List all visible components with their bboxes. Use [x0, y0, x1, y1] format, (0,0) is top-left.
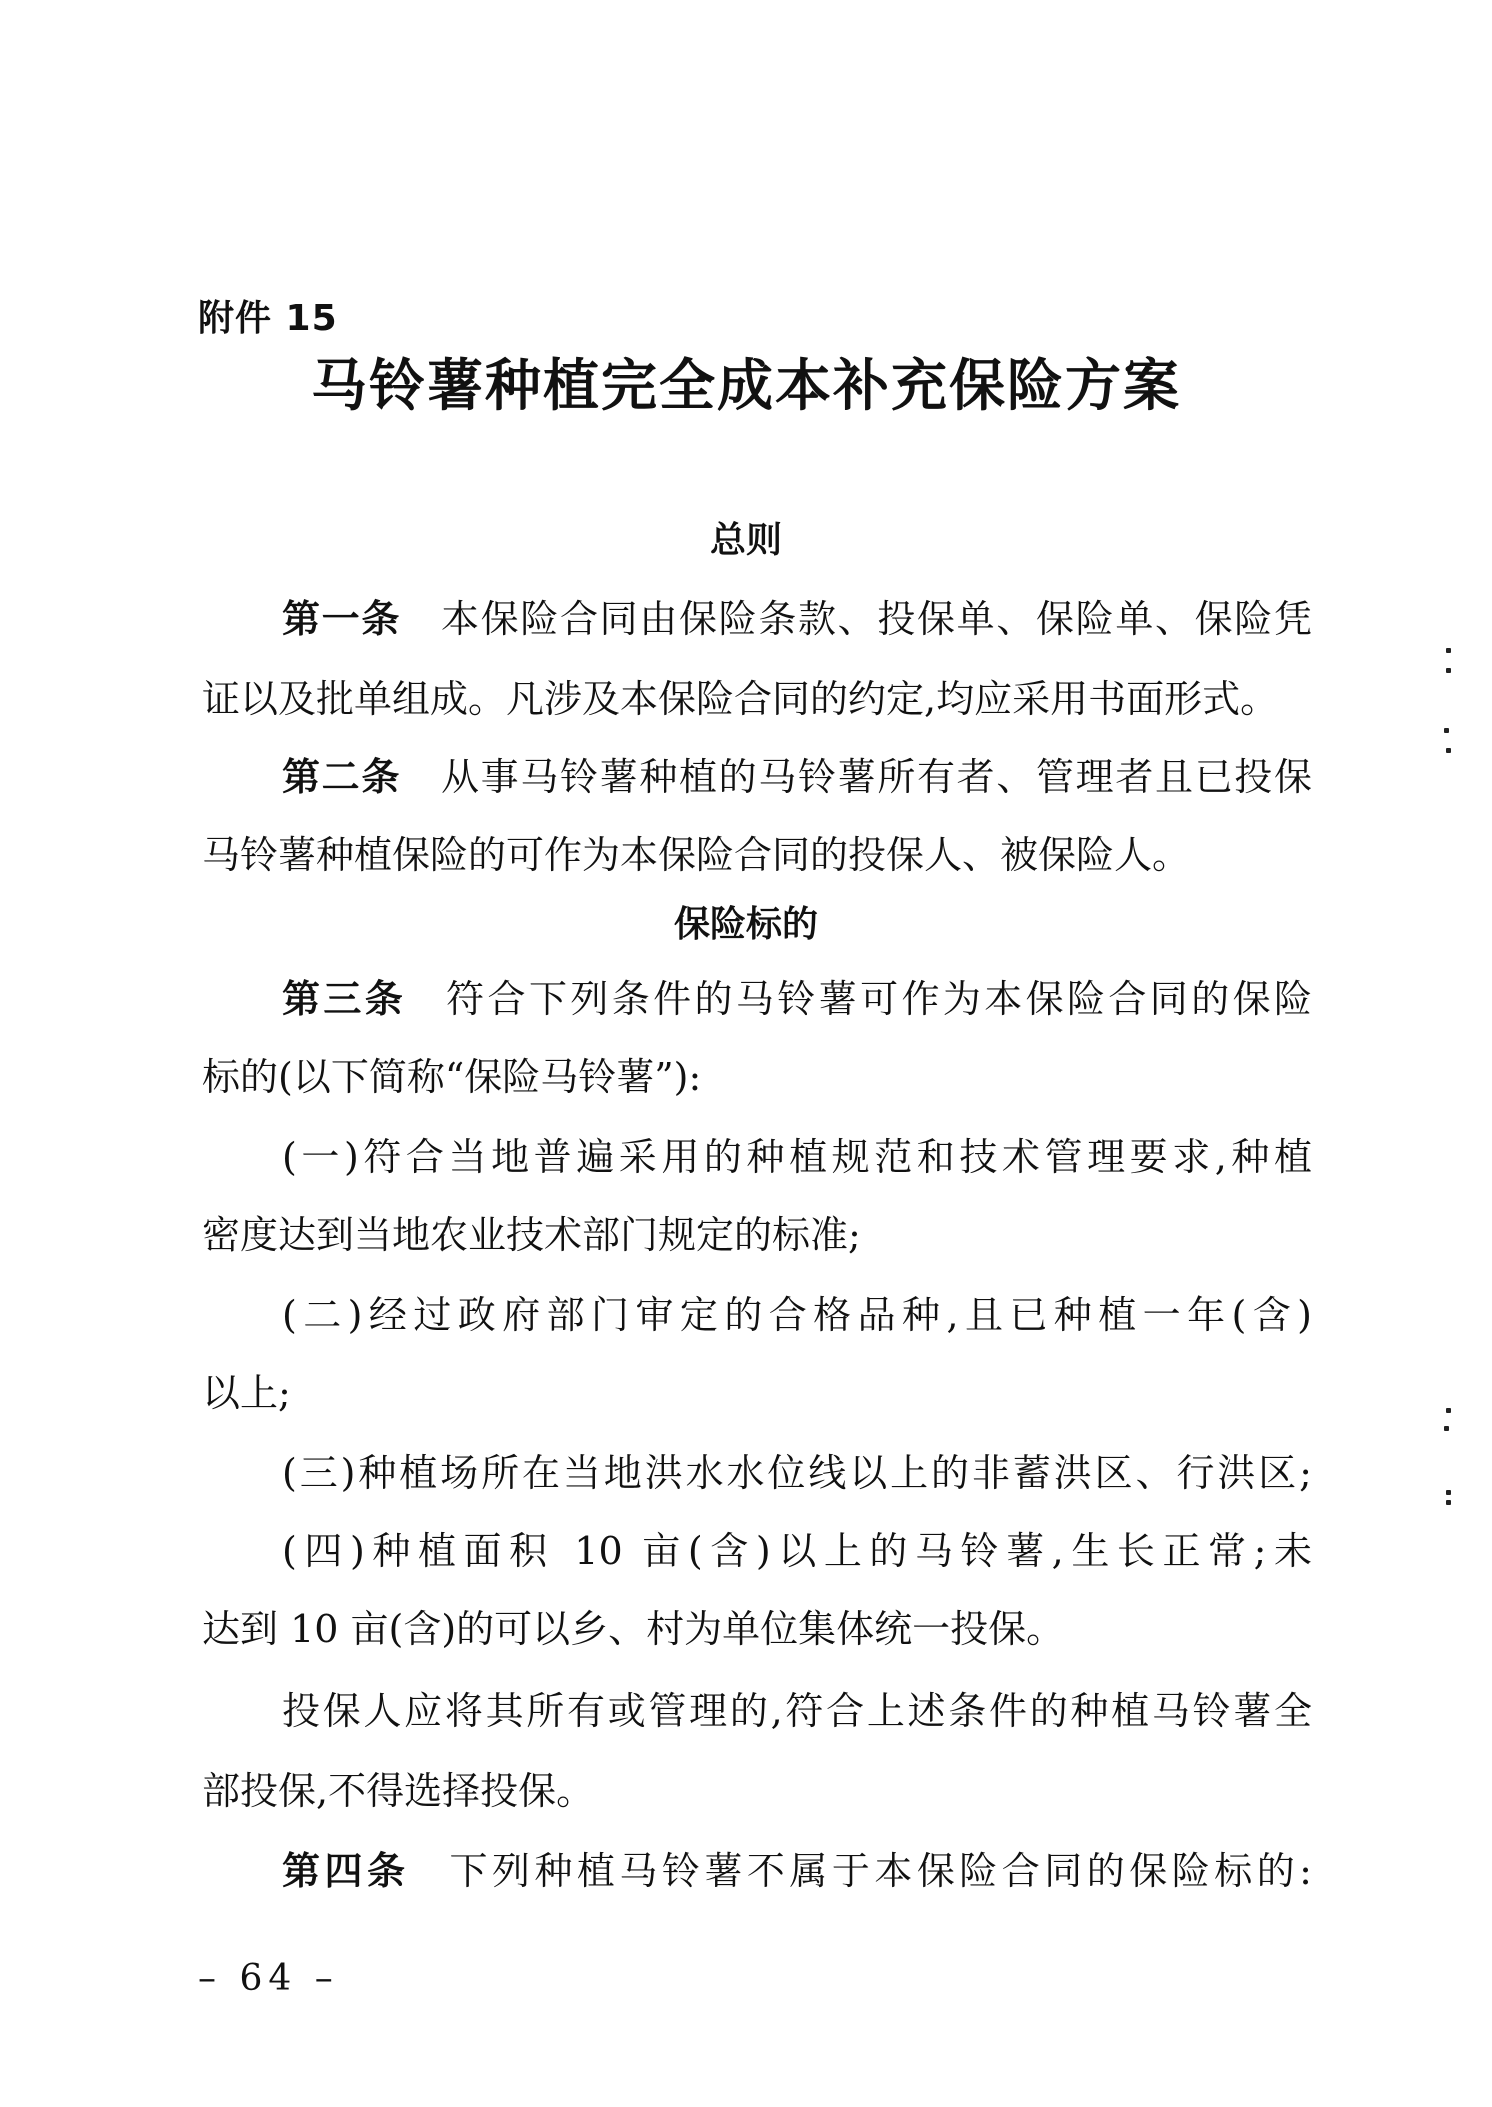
article-2-label: 第二条 [282, 755, 401, 799]
paragraph-line-2: 部投保,不得选择投保。 [202, 1769, 595, 1813]
article-2-line-1: 第二条 从事马铃薯种植的马铃薯所有者、管理者且已投保 [282, 755, 1312, 799]
scan-speck [1446, 1490, 1451, 1495]
scan-speck [1446, 668, 1451, 673]
article-1-line-2: 证以及批单组成。凡涉及本保险合同的约定,均应采用书面形式。 [202, 677, 1279, 721]
condition-1-line-2: 密度达到当地农业技术部门规定的标准; [202, 1213, 861, 1257]
scan-speck [1446, 1500, 1451, 1505]
article-4-line-1: 第四条 下列种植马铃薯不属于本保险合同的保险标的: [282, 1849, 1312, 1893]
condition-4-line-2: 达到 10 亩(含)的可以乡、村为单位集体统一投保。 [202, 1607, 1065, 1651]
scan-speck [1444, 728, 1449, 733]
condition-4-line-1: (四)种植面积 10 亩(含)以上的马铃薯,生长正常;未 [282, 1529, 1312, 1573]
page-title: 马铃薯种植完全成本补充保险方案 [311, 354, 1181, 419]
scan-speck [1446, 648, 1451, 653]
attachment-label: 附件 15 [198, 298, 338, 339]
scan-speck [1446, 748, 1451, 753]
scan-speck [1446, 1408, 1451, 1413]
article-4-label: 第四条 [282, 1849, 410, 1893]
article-3-label: 第三条 [282, 977, 407, 1021]
section-heading-general: 总则 [709, 520, 782, 561]
page-number: – 64 – [198, 1958, 339, 1999]
article-3-line-2: 标的(以下简称“保险马铃薯”): [202, 1055, 702, 1099]
condition-3-line-1: (三)种植场所在当地洪水水位线以上的非蓄洪区、行洪区; [282, 1451, 1312, 1495]
section-heading-subject: 保险标的 [673, 904, 818, 945]
article-3-line-1: 第三条 符合下列条件的马铃薯可作为本保险合同的保险 [282, 977, 1312, 1021]
article-1-label: 第一条 [282, 597, 401, 641]
condition-1-line-1: (一)符合当地普遍采用的种植规范和技术管理要求,种植 [282, 1135, 1312, 1179]
condition-2-line-1: (二)经过政府部门审定的合格品种,且已种植一年(含) [282, 1293, 1312, 1337]
condition-2-line-2: 以上; [202, 1371, 291, 1415]
article-2-line-2: 马铃薯种植保险的可作为本保险合同的投保人、被保险人。 [202, 833, 1191, 877]
paragraph-line-1: 投保人应将其所有或管理的,符合上述条件的种植马铃薯全 [282, 1689, 1312, 1733]
scan-speck [1444, 1426, 1449, 1431]
article-1-line-1: 第一条 本保险合同由保险条款、投保单、保险单、保险凭 [282, 597, 1312, 641]
